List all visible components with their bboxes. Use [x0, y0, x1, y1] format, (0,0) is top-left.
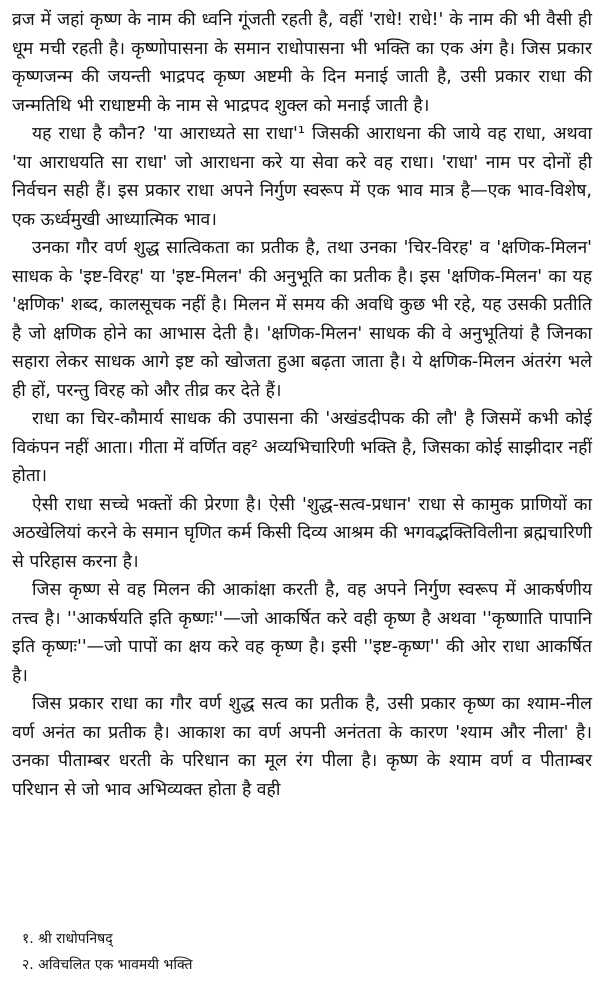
- paragraph-2: यह राधा है कौन? 'या आराध्यते सा राधा'¹ जिसकी आराधना की जाये वह राधा, अथवा 'या आराधयति सा राधा' जो आराधना करे या सेवा करे वह राधा। 'राधा' नाम पर दोनों ही निर्वचन सही हैं। इस प्रकार राधा अपने निर्गुण स्वरूप में एक भाव मात्र है—एक भाव-विशेष, एक ऊर्ध्वमुखी आध्यात्मिक भाव।: [12, 124, 592, 230]
- footnote-1: १. श्री राधोपनिषद्: [22, 931, 113, 947]
- paragraph-3: उनका गौर वर्ण शुद्ध सात्विकता का प्रतीक है, तथा उनका 'चिर-विरह' व 'क्षणिक-मिलन' साधक के 'इष्ट-विरह' या 'इष्ट-मिलन' की अनुभूति का प्रतीक है। इस 'क्षणिक-मिलन' का यह 'क्षणिक' शब्द, कालसूचक नहीं है। मिलन में समय की अवधि कुछ भी रहे, यह उसकी प्रतीति है जो क्षणिक होने का आभास देती है। 'क्षणिक-मिलन' साधक की वे अनुभूतियां है जिनका सहारा लेकर साधक आगे इष्ट को खोजता हुआ बढ़ता जाता है। ये क्षणिक-मिलन अंतरंग भले ही हों, परन्तु विरह को और तीव्र कर देते हैं।: [12, 238, 592, 401]
- paragraph-4: राधा का चिर-कौमार्य साधक की उपासना की 'अखंडदीपक की लौ' है जिसमें कभी कोई विकंपन नहीं आता। गीता में वर्णित वह² अव्यभिचारिणी भक्ति है, जिसका कोई साझीदार नहीं होता।: [12, 409, 592, 486]
- footnote-2: २. अविचलित एक भावमयी भक्ति: [22, 957, 193, 973]
- paragraph-1: व्रज में जहां कृष्ण के नाम की ध्वनि गूंजती रहती है, वहीं 'राधे! राधे!' के नाम की भी वैसी ही धूम मची रहती है। कृष्णोपासना के समान राधोपासना भी भक्ति का एक अंग है। जिस प्रकार कृष्णजन्म की जयन्ती भाद्रपद कृष्ण अष्टमी के दिन मनाई जाती है, उसी प्रकार राधा की जन्मतिथि भी राधाष्टमी के नाम से भाद्रपद शुक्ल को मनाई जाती है।: [12, 10, 592, 116]
- paragraph-7: जिस प्रकार राधा का गौर वर्ण शुद्ध सत्व का प्रतीक है, उसी प्रकार कृष्ण का श्याम-नील वर्ण अनंत का प्रतीक है। आकाश का वर्ण अपनी अनंतता के कारण 'श्याम और नीला' है। उनका पीताम्बर धरती के परिधान का मूल रंग पीला है। कृष्ण के श्याम वर्ण व पीताम्बर परिधान से जो भाव अभिव्यक्त होता है वही: [12, 694, 592, 800]
- paragraph-5: ऐसी राधा सच्चे भक्तों की प्रेरणा है। ऐसी 'शुद्ध-सत्व-प्रधान' राधा से कामुक प्राणियों का अठखेलियां करने के समान घृणित कर्म किसी दिव्य आश्रम की भगवद्भक्तिविलीना ब्रह्मचारिणी से परिहास करना है।: [12, 494, 592, 572]
- paragraph-6: जिस कृष्ण से वह मिलन की आकांक्षा करती है, वह अपने निर्गुण स्वरूप में आकर्षणीय तत्त्व है। ''आकर्षयति इति कृष्णः''—जो आकर्षित करे वही कृष्ण है अथवा ''कृष्णाति पापानि इति कृष्णः''—जो पापों का क्षय करे वह कृष्ण है। इसी ''इष्ट-कृष्ण'' की ओर राधा आकर्षित है।: [12, 580, 592, 686]
- footnotes: [22, 926, 192, 978]
